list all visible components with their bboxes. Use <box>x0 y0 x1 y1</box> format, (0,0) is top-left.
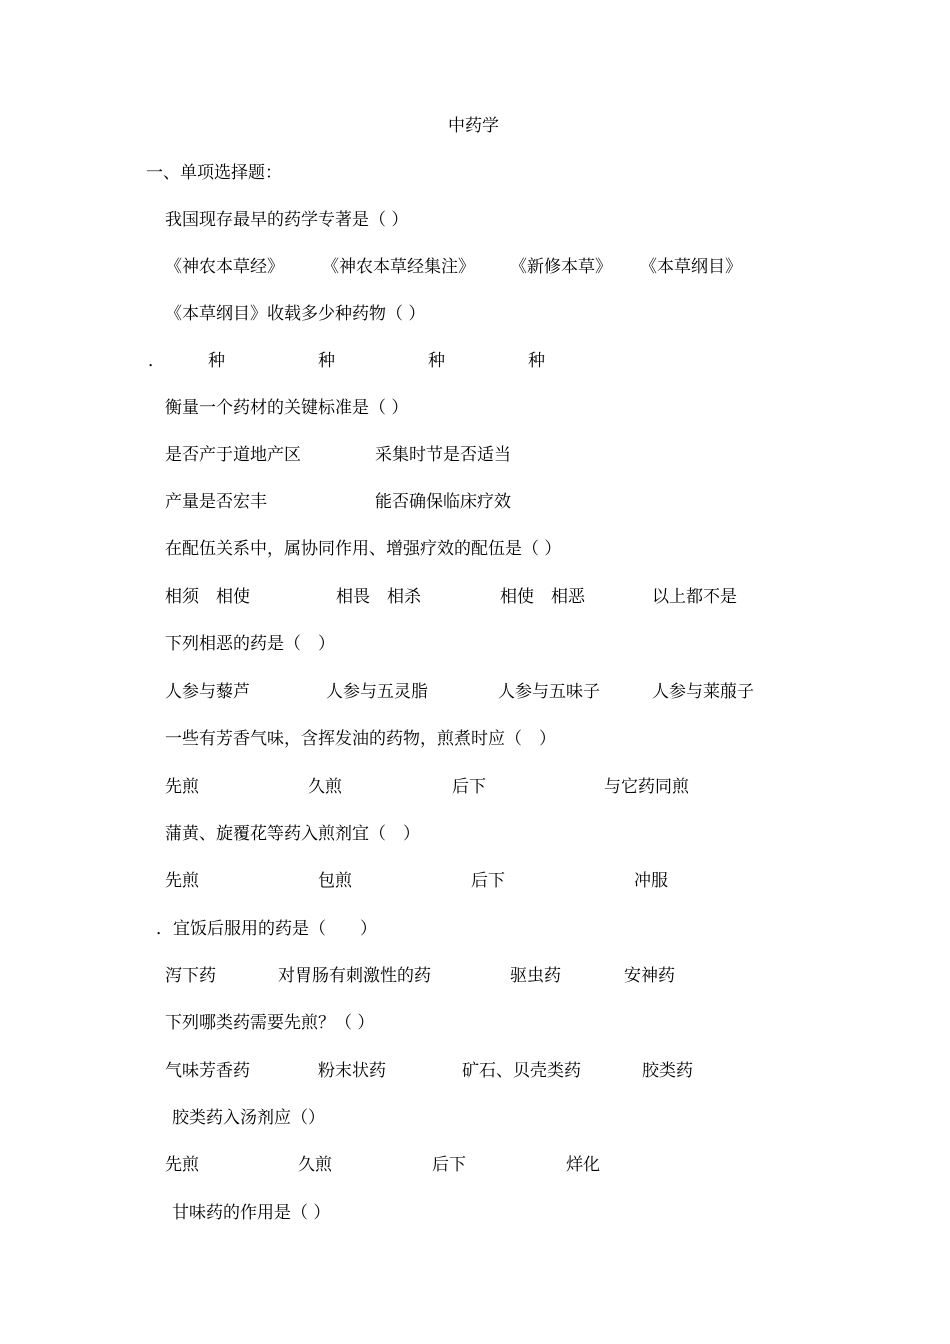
option-text: 人参与藜芦 <box>165 682 250 702</box>
option-text: 人参与五灵脂 <box>326 682 428 702</box>
question-text: ．宜饭后服用的药是（ ） <box>156 919 377 939</box>
option-text: 种 <box>318 351 335 371</box>
option-text: 种 <box>208 351 225 371</box>
option-text: 粉末状药 <box>318 1061 386 1081</box>
option-text: 种 <box>528 351 545 371</box>
question-text: 甘味药的作用是（ ） <box>172 1203 331 1223</box>
option-text: 先煎 <box>165 1155 199 1175</box>
option-text: 后下 <box>432 1155 466 1175</box>
option-text: 人参与莱菔子 <box>652 682 754 702</box>
question-text: 蒲黄、旋覆花等药入煎剂宜（ ） <box>165 824 420 844</box>
option-text: 胶类药 <box>642 1061 693 1081</box>
page-title: 中药学 <box>448 116 499 136</box>
option-text: 久煎 <box>308 777 342 797</box>
option-text: 能否确保临床疗效 <box>375 492 511 512</box>
option-text: 是否产于道地产区 <box>165 445 301 465</box>
option-text: 冲服 <box>634 871 668 891</box>
option-text: 相须 相使 <box>165 587 250 607</box>
question-text: 下列相恶的药是（ ） <box>165 634 335 654</box>
option-text: 以上都不是 <box>652 587 737 607</box>
option-text: 《新修本草》 <box>510 257 612 277</box>
option-text: 《神农本草经》 <box>165 257 284 277</box>
option-marker: ． <box>148 351 165 371</box>
option-text: 先煎 <box>165 871 199 891</box>
section-heading: 一、单项选择题： <box>146 163 282 183</box>
option-text: 产量是否宏丰 <box>165 492 267 512</box>
question-text: 一些有芳香气味，含挥发油的药物，煎煮时应（ ） <box>165 729 556 749</box>
option-text: 久煎 <box>298 1155 332 1175</box>
option-text: 相畏 相杀 <box>336 587 421 607</box>
option-text: 人参与五味子 <box>498 682 600 702</box>
option-text: 驱虫药 <box>510 966 561 986</box>
option-text: 后下 <box>471 871 505 891</box>
option-text: 气味芳香药 <box>165 1061 250 1081</box>
option-text: 安神药 <box>624 966 675 986</box>
option-text: 后下 <box>452 777 486 797</box>
option-text: 先煎 <box>165 777 199 797</box>
question-text: 衡量一个药材的关键标准是（ ） <box>165 398 409 418</box>
question-text: 胶类药入汤剂应（） <box>172 1108 325 1128</box>
option-text: 相使 相恶 <box>500 587 585 607</box>
option-text: 矿石、贝壳类药 <box>462 1061 581 1081</box>
option-text: 采集时节是否适当 <box>375 445 511 465</box>
option-text: 与它药同煎 <box>604 777 689 797</box>
option-text: 烊化 <box>566 1155 600 1175</box>
question-text: 下列哪类药需要先煎？（ ） <box>165 1013 375 1033</box>
option-text: 《本草纲目》 <box>640 257 742 277</box>
option-text: 《神农本草经集注》 <box>322 257 475 277</box>
option-text: 对胃肠有刺激性的药 <box>278 966 431 986</box>
question-text: 《本草纲目》收载多少种药物（ ） <box>165 304 426 324</box>
option-text: 种 <box>428 351 445 371</box>
question-text: 我国现存最早的药学专著是（ ） <box>165 210 409 230</box>
option-text: 泻下药 <box>165 966 216 986</box>
option-text: 包煎 <box>318 871 352 891</box>
question-text: 在配伍关系中，属协同作用、增强疗效的配伍是（ ） <box>165 539 562 559</box>
